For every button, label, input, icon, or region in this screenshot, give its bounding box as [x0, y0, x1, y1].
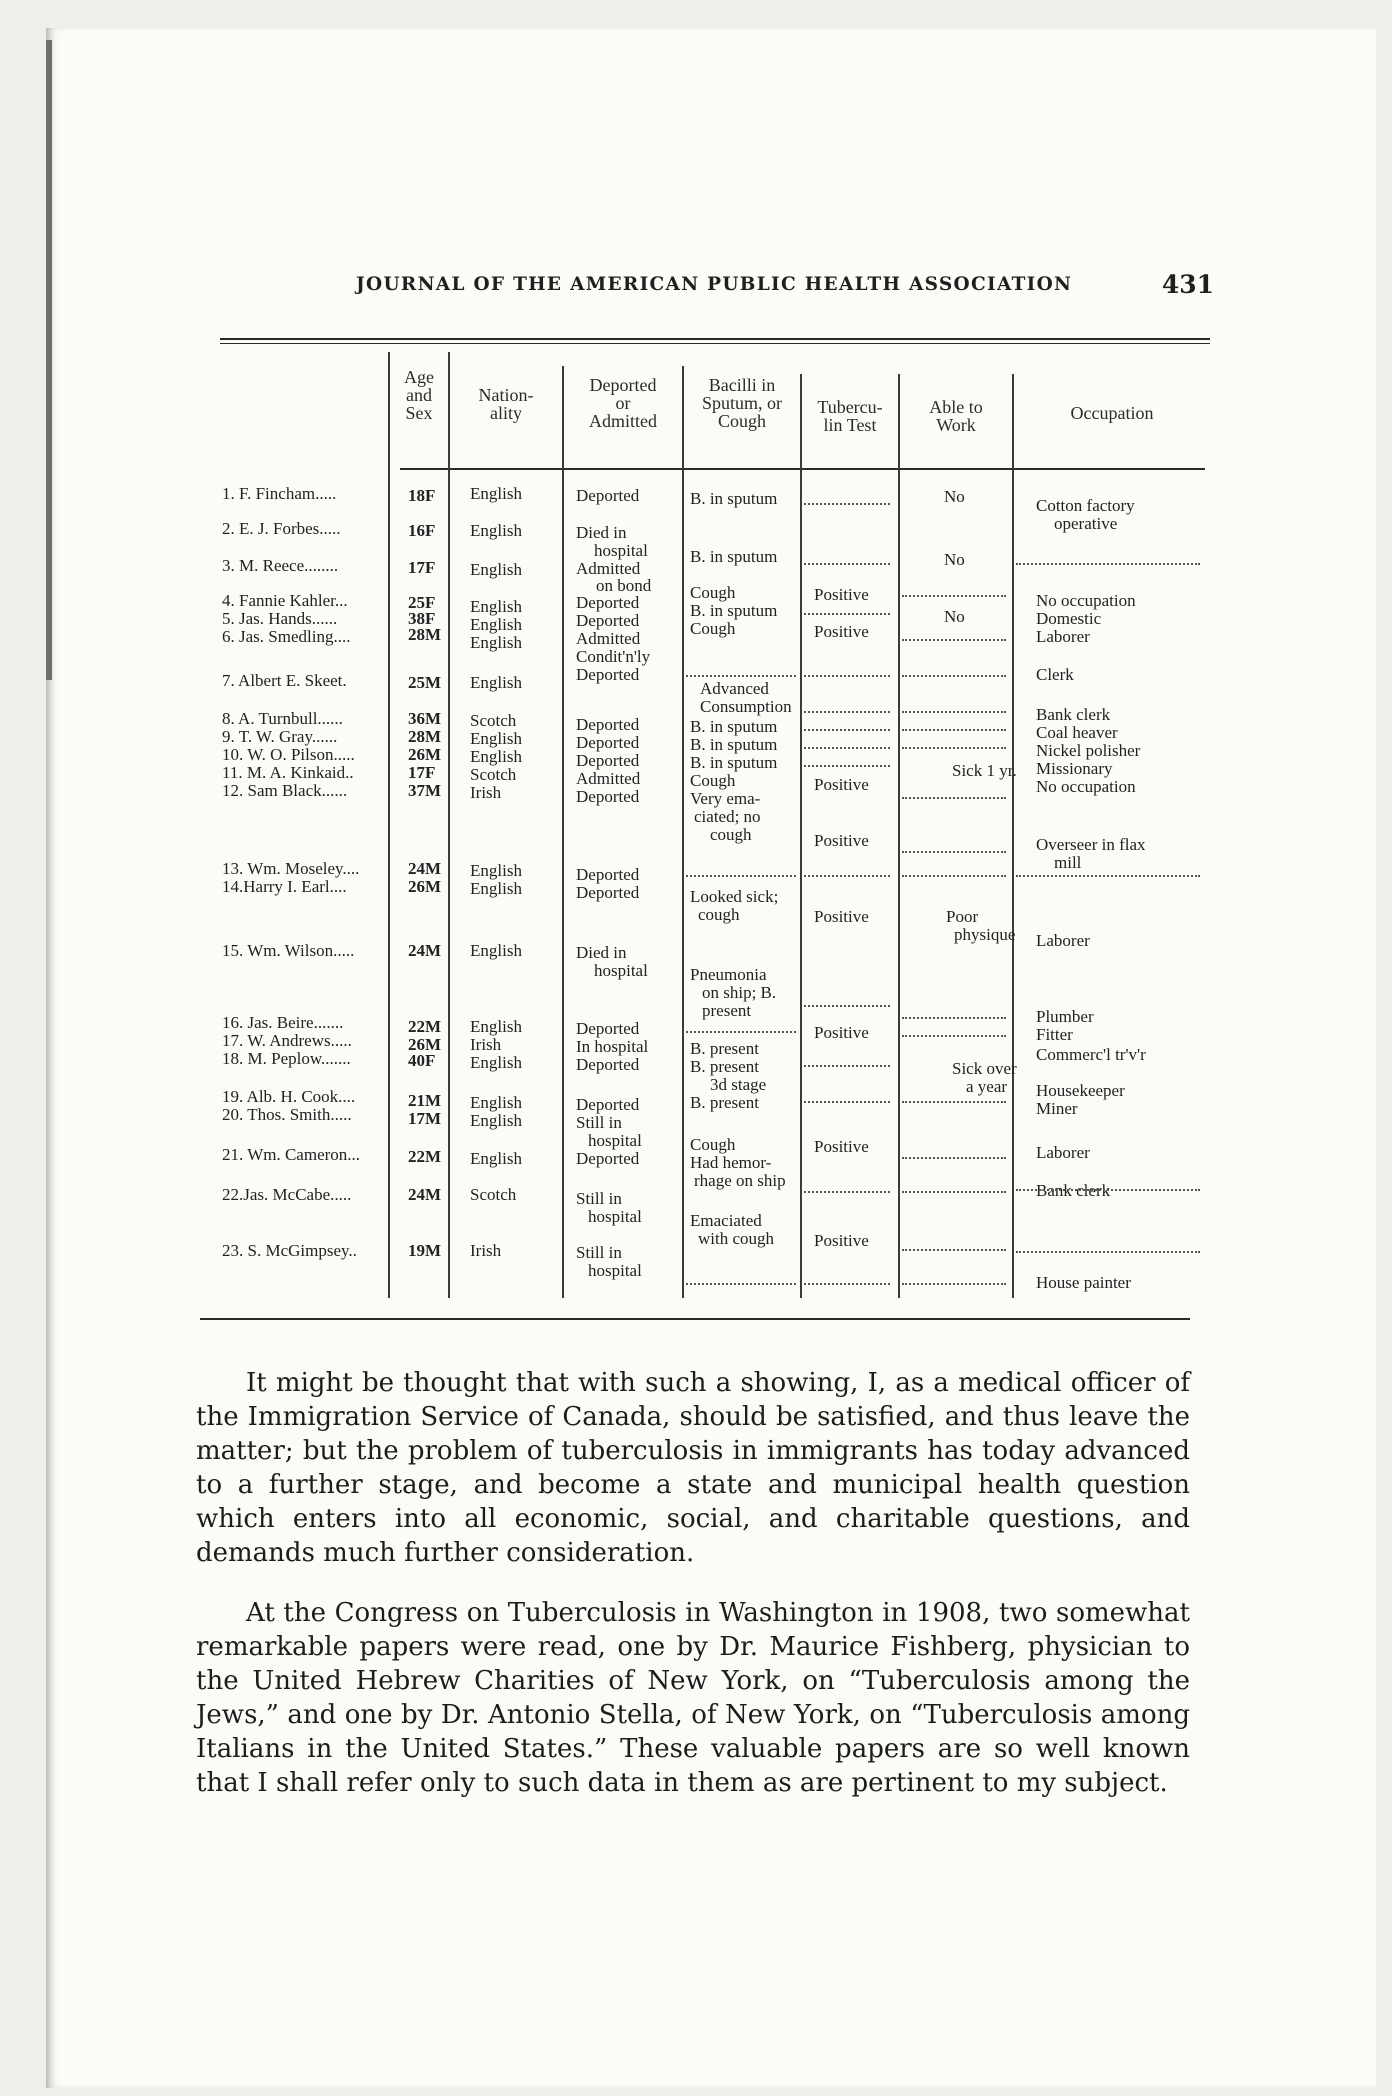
table-cell-age: 16F	[408, 521, 436, 540]
leader-dots	[902, 674, 1006, 677]
table-cell-dep: Still in	[576, 1113, 622, 1132]
table-cell-dep: Deported	[576, 883, 640, 902]
table-cell-dep: Deported	[576, 865, 640, 884]
table-cell-dep: Deported	[576, 1149, 640, 1168]
immigrant-tuberculosis-table	[200, 338, 1210, 1321]
table-cell-name: 2. E. J. Forbes.....	[222, 519, 341, 538]
page-edge-shadow	[46, 40, 52, 680]
table-cell-occ: Clerk	[1036, 665, 1074, 684]
leader-dots	[804, 674, 890, 677]
table-cell-name: 16. Jas. Beire.......	[222, 1013, 344, 1032]
table-cell-age: 17F	[408, 558, 436, 577]
leader-dots	[686, 1282, 796, 1285]
table-cell-occ: Coal heaver	[1036, 723, 1118, 742]
table-cell-nat: Irish	[470, 1035, 502, 1054]
table-cell-tub: Positive	[814, 775, 869, 794]
table-cell-dep: hospital	[594, 541, 648, 560]
leader-dots	[902, 874, 1006, 877]
table-cell-bac: B. in sputum	[690, 735, 778, 754]
table-cell-nat: English	[470, 1111, 522, 1130]
table-cell-name: 17. W. Andrews.....	[222, 1031, 352, 1050]
table-cell-occ: Overseer in flax	[1036, 835, 1146, 854]
table-cell-nat: English	[470, 484, 522, 503]
leader-dots	[804, 1190, 890, 1193]
table-cell-tub: Positive	[814, 1137, 869, 1156]
table-cell-dep: Deported	[576, 1095, 640, 1114]
table-cell-name: 8. A. Turnbull......	[222, 709, 343, 728]
table-cell-nat: English	[470, 1017, 522, 1036]
table-cell-age: 28M	[408, 625, 442, 644]
table-cell-age: 22M	[408, 1147, 442, 1166]
table-cell-dep: Deported	[576, 611, 640, 630]
table-cell-age: 37M	[408, 781, 442, 800]
table-cell-dep: hospital	[588, 1261, 642, 1280]
running-title: JOURNAL OF THE AMERICAN PUBLIC HEALTH ASSOCIATION	[356, 274, 1073, 295]
table-cell-bac: B. in sputum	[690, 547, 778, 566]
table-cell-occ: No occupation	[1036, 777, 1136, 796]
table-cell-dep: Admitted	[576, 629, 641, 648]
table-cell-nat: English	[470, 747, 522, 766]
leader-dots	[804, 764, 890, 767]
column-header-line: and	[406, 385, 432, 405]
table-cell-occ: Miner	[1036, 1099, 1078, 1118]
leader-dots	[902, 850, 1006, 853]
table-cell-bac: Had hemor-	[690, 1153, 772, 1172]
table-cell-nat: English	[470, 1053, 522, 1072]
table-cell-bac: rhage on ship	[694, 1171, 786, 1190]
table-cell-name: 13. Wm. Moseley....	[222, 859, 360, 878]
table-cell-occ: Domestic	[1036, 609, 1102, 628]
table-cell-bac: ciated; no	[694, 807, 761, 826]
table-cell-nat: Scotch	[470, 765, 517, 784]
table-cell-bac: Advanced	[700, 679, 769, 698]
table-cell-nat: English	[470, 729, 522, 748]
leader-dots	[902, 1248, 1006, 1251]
column-header	[390, 368, 448, 422]
leader-dots	[902, 1190, 1006, 1193]
table-cell-bac: B. in sputum	[690, 601, 778, 620]
table-cell-dep: Admitted	[576, 769, 641, 788]
column-header-line: Cough	[717, 411, 766, 431]
table-cell-dep: on bond	[596, 576, 652, 595]
leader-dots	[804, 746, 890, 749]
table-column-divider	[388, 352, 390, 1298]
table-cell-name: 3. M. Reece........	[222, 556, 339, 575]
table-cell-nat: English	[470, 615, 522, 634]
table-cell-able: No	[944, 487, 965, 506]
table-cell-bac: B. in sputum	[690, 717, 778, 736]
column-header	[802, 398, 898, 434]
table-cell-occ: Laborer	[1036, 931, 1090, 950]
table-cell-bac: cough	[710, 825, 752, 844]
table-cell-age: 18F	[408, 486, 436, 505]
table-cell-bac: on ship; B.	[702, 983, 777, 1002]
table-cell-name: 21. Wm. Cameron...	[222, 1145, 361, 1164]
table-cell-dep: Deported	[576, 1019, 640, 1038]
table-cell-nat: English	[470, 597, 522, 616]
table-cell-nat: English	[470, 673, 522, 692]
table-cell-age: 36M	[408, 709, 442, 728]
column-header-line: ality	[490, 403, 522, 423]
table-cell-occ: Housekeeper	[1036, 1081, 1125, 1100]
table-column-divider	[682, 366, 684, 1298]
table-bottom-rule	[200, 1318, 1190, 1320]
table-cell-tub: Positive	[814, 1023, 869, 1042]
table-cell-age: 25F	[408, 593, 436, 612]
table-cell-nat: Irish	[470, 783, 502, 802]
table-cell-age: 24M	[408, 859, 442, 878]
table-cell-occ: Laborer	[1036, 1143, 1090, 1162]
table-cell-name: 1. F. Fincham.....	[222, 484, 337, 503]
paragraph-2: At the Congress on Tuberculosis in Washington in 1908, two somewhat remarkable papers were read, one by Dr. Maurice Fishberg, physician to the United Hebrew Charities of New York, on “Tuberculosis among the Jews,” and one by Dr. Antonio Stella, of New York, on “Tuberculosis among Italians in the United States.” These valuable papers are so well known that I shall refer only to such data in them as are pertinent to my subject.	[196, 1598, 1190, 1798]
table-cell-nat: English	[470, 879, 522, 898]
table-cell-dep: In hospital	[576, 1037, 649, 1056]
table-cell-name: 15. Wm. Wilson.....	[222, 941, 355, 960]
table-cell-dep: Deported	[576, 486, 640, 505]
table-cell-nat: Scotch	[470, 1185, 517, 1204]
table-cell-dep: Admitted	[576, 559, 641, 578]
table-cell-bac: Cough	[690, 619, 736, 638]
table-cell-name: 23. S. McGimpsey..	[222, 1241, 357, 1260]
column-header-line: Occupation	[1070, 403, 1154, 423]
table-cell-occ: Bank clerk	[1036, 1181, 1111, 1200]
table-cell-occ: Laborer	[1036, 627, 1090, 646]
leader-dots	[902, 594, 1006, 597]
table-cell-name: 18. M. Peplow.......	[222, 1049, 351, 1068]
table-cell-dep: hospital	[588, 1207, 642, 1226]
table-cell-dep: Died in	[576, 943, 627, 962]
leader-dots	[804, 1100, 890, 1103]
table-column-divider	[562, 366, 564, 1298]
table-cell-nat: English	[470, 560, 522, 579]
table-cell-occ: No occupation	[1036, 591, 1136, 610]
table-cell-nat: Scotch	[470, 711, 517, 730]
table-cell-nat: English	[470, 521, 522, 540]
table-cell-name: 22.Jas. McCabe.....	[222, 1185, 352, 1204]
table-cell-name: 6. Jas. Smedling....	[222, 627, 351, 646]
column-header-line: Nation-	[478, 385, 534, 405]
table-cell-bac: Looked sick;	[690, 887, 779, 906]
table-cell-occ: Cotton factory	[1036, 496, 1135, 515]
leader-dots	[1016, 1250, 1200, 1253]
table-cell-tub: Positive	[814, 831, 869, 850]
leader-dots	[804, 502, 890, 505]
table-cell-nat: English	[470, 861, 522, 880]
table-cell-occ: House painter	[1036, 1273, 1131, 1292]
leader-dots	[804, 1004, 890, 1007]
table-cell-occ: operative	[1054, 514, 1118, 533]
leader-dots	[804, 1064, 890, 1067]
table-cell-occ: Fitter	[1036, 1025, 1073, 1044]
leader-dots	[902, 1034, 1006, 1037]
leader-dots	[804, 710, 890, 713]
leader-dots	[902, 638, 1006, 641]
page-header	[356, 270, 1214, 304]
leader-dots	[1016, 1188, 1200, 1191]
column-header-line: Bacilli in	[708, 375, 776, 395]
column-header	[564, 376, 682, 430]
table-cell-bac: Cough	[690, 1135, 736, 1154]
table-cell-dep: Condit'n'ly	[576, 647, 651, 666]
table-cell-occ: Bank clerk	[1036, 705, 1111, 724]
table-cell-name: 4. Fannie Kahler...	[222, 591, 348, 610]
table-top-rule	[220, 338, 1210, 340]
table-cell-bac: B. present	[690, 1093, 759, 1112]
table-column-divider	[898, 374, 900, 1298]
table-cell-able: Sick 1 yr.	[952, 761, 1017, 780]
table-cell-occ: Commerc'l tr'v'r	[1036, 1045, 1146, 1064]
table-cell-age: 38F	[408, 609, 436, 628]
column-header-line: Sputum, or	[701, 393, 782, 413]
table-cell-dep: Died in	[576, 523, 627, 542]
table-cell-age: 26M	[408, 877, 442, 896]
table-column-divider	[1012, 374, 1014, 1298]
table-cell-able: Poor	[946, 907, 979, 926]
table-cell-age: 26M	[408, 745, 442, 764]
table-cell-tub: Positive	[814, 1231, 869, 1250]
column-header-line: Admitted	[589, 411, 657, 431]
leader-dots	[902, 796, 1006, 799]
table-column-divider	[448, 352, 450, 1298]
table-cell-tub: Positive	[814, 585, 869, 604]
table-cell-able: No	[944, 550, 965, 569]
leader-dots	[902, 1100, 1006, 1103]
column-header-line: or	[615, 393, 631, 413]
table-cell-name: 7. Albert E. Skeet.	[222, 671, 347, 690]
table-cell-bac: Pneumonia	[690, 965, 767, 984]
column-header-line: Able to	[929, 397, 983, 417]
table-cell-bac: Cough	[690, 583, 736, 602]
leader-dots	[902, 1016, 1006, 1019]
table-cell-bac: Cough	[690, 771, 736, 790]
table-header-rule	[400, 468, 1205, 470]
table-cell-age: 22M	[408, 1017, 442, 1036]
leader-dots	[804, 612, 890, 615]
table-cell-bac: Consumption	[700, 697, 792, 716]
leader-dots	[686, 674, 796, 677]
table-cell-occ: Missionary	[1036, 759, 1113, 778]
leader-dots	[804, 1282, 890, 1285]
table-cell-occ: Nickel polisher	[1036, 741, 1141, 760]
table-cell-age: 17M	[408, 1109, 442, 1128]
table-cell-dep: Deported	[576, 733, 640, 752]
table-cell-age: 24M	[408, 1185, 442, 1204]
table-cell-age: 24M	[408, 941, 442, 960]
table-cell-bac: B. in sputum	[690, 753, 778, 772]
table-cell-name: 11. M. A. Kinkaid..	[222, 763, 354, 782]
paragraph-1: It might be thought that with such a showing, I, as a medical officer of the Immigration Service of Canada, should be satisfied, and thus leave the matter; but the problem of tuberculosis in immigrants has today advanced to a further stage, and become a state and municipal health question which enters into all economic, social, and charitable questions, and demands much further consideration.	[196, 1368, 1190, 1568]
table-cell-bac: B. in sputum	[690, 489, 778, 508]
table-cell-bac: Emaciated	[690, 1211, 762, 1230]
table-cell-name: 5. Jas. Hands......	[222, 609, 338, 628]
table-cell-dep: Deported	[576, 715, 640, 734]
leader-dots	[686, 1030, 796, 1033]
table-cell-age: 19M	[408, 1241, 442, 1260]
column-header	[1014, 404, 1210, 422]
column-header-line: lin Test	[823, 415, 877, 435]
table-cell-nat: English	[470, 633, 522, 652]
table-cell-bac: with cough	[698, 1229, 775, 1248]
table-cell-occ: mill	[1054, 853, 1082, 872]
column-header-line: Work	[936, 415, 976, 435]
leader-dots	[902, 746, 1006, 749]
column-header	[450, 386, 562, 422]
table-cell-tub: Positive	[814, 907, 869, 926]
table-cell-occ: Plumber	[1036, 1007, 1094, 1026]
leader-dots	[902, 1156, 1006, 1159]
table-cell-dep: Deported	[576, 665, 640, 684]
table-cell-dep: Still in	[576, 1243, 622, 1262]
table-cell-nat: English	[470, 1149, 522, 1168]
table-cell-nat: English	[470, 1093, 522, 1112]
table-cell-nat: Irish	[470, 1241, 502, 1260]
table-cell-age: 26M	[408, 1035, 442, 1054]
table-cell-bac: B. present	[690, 1057, 759, 1076]
table-cell-dep: Deported	[576, 751, 640, 770]
table-cell-bac: present	[702, 1001, 752, 1020]
table-cell-age: 28M	[408, 727, 442, 746]
column-header-line: Deported	[589, 375, 657, 395]
table-cell-dep: Deported	[576, 787, 640, 806]
table-cell-bac: 3d stage	[710, 1075, 767, 1094]
table-cell-bac: cough	[698, 905, 740, 924]
table-cell-dep: hospital	[588, 1131, 642, 1150]
table-cell-nat: English	[470, 941, 522, 960]
leader-dots	[902, 1282, 1006, 1285]
leader-dots	[1016, 562, 1200, 565]
leader-dots	[902, 710, 1006, 713]
leader-dots	[804, 728, 890, 731]
column-header	[684, 376, 800, 430]
table-cell-bac: Very ema-	[690, 789, 761, 808]
table-cell-age: 21M	[408, 1091, 442, 1110]
table-cell-able: No	[944, 607, 965, 626]
table-cell-dep: Still in	[576, 1189, 622, 1208]
leader-dots	[804, 874, 890, 877]
column-header-line: Age	[404, 367, 434, 387]
table-cell-name: 14.Harry I. Earl....	[222, 877, 347, 896]
table-cell-age: 17F	[408, 763, 436, 782]
table-cell-name: 12. Sam Black......	[222, 781, 348, 800]
table-cell-dep: Deported	[576, 1055, 640, 1074]
column-header-line: Tubercu-	[817, 397, 883, 417]
table-cell-name: 9. T. W. Gray......	[222, 727, 338, 746]
leader-dots	[902, 728, 1006, 731]
table-cell-dep: Deported	[576, 593, 640, 612]
leader-dots	[804, 562, 890, 565]
table-column-divider	[800, 374, 802, 1298]
column-header-line: Sex	[405, 403, 433, 423]
table-cell-name: 10. W. O. Pilson.....	[222, 745, 355, 764]
table-cell-dep: hospital	[594, 961, 648, 980]
column-header	[900, 398, 1012, 434]
table-cell-age: 40F	[408, 1051, 436, 1070]
leader-dots	[686, 874, 796, 877]
table-cell-name: 19. Alb. H. Cook....	[222, 1087, 356, 1106]
table-cell-able: physique	[954, 925, 1016, 944]
table-cell-tub: Positive	[814, 622, 869, 641]
leader-dots	[1016, 874, 1200, 877]
table-cell-able: a year	[966, 1077, 1008, 1096]
page-number: 431	[1161, 270, 1214, 299]
table-cell-bac: B. present	[690, 1039, 759, 1058]
table-cell-able: Sick over	[952, 1059, 1017, 1078]
table-top-rule-inner	[220, 343, 1210, 344]
table-cell-name: 20. Thos. Smith.....	[222, 1105, 352, 1124]
table-cell-age: 25M	[408, 673, 442, 692]
